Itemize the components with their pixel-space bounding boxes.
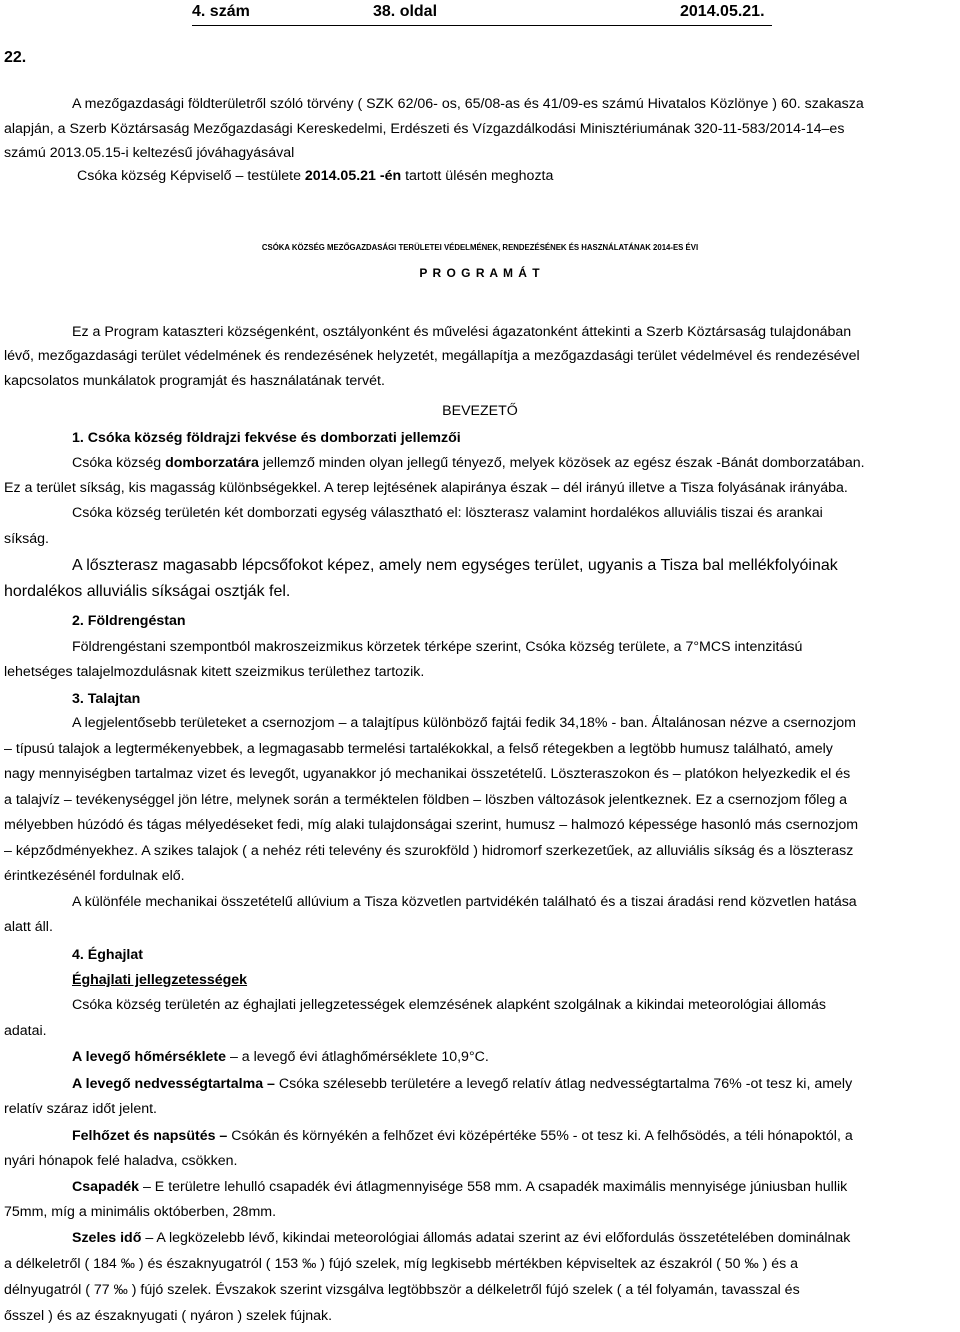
header-underline [192, 25, 772, 26]
humidity-line [72, 1074, 852, 1094]
text: jellemző minden olyan jellegű tényező, melyek közösek az egész észak -Bánát domborzatában. [258, 455, 865, 471]
temperature-line [72, 1047, 489, 1067]
document-title-program: P R O G R A M Á T [419, 266, 541, 280]
section-3-p2-line-2: alatt áll. [4, 919, 53, 935]
section-3-line-4: a talajvíz – tevékenységgel jön létre, melynek során a terméktelen földben – löszben változások jelentkeznek. Ez a csernozjom főleg a [4, 792, 848, 808]
section-4-p1-line-2: adatai. [4, 1023, 47, 1039]
intro-line-2: lévő, mezőgazdasági terület védelmének és rendezésének helyzetét, megállapítja a mezőgazdasági terület védelmével és rendezésével [4, 348, 860, 364]
temperature-label: A levegő hőmérséklete [72, 1049, 227, 1065]
cloud-line-2: nyári hónapok felé haladva, csökken. [4, 1153, 238, 1169]
section-4-heading: 4. Éghajlat [72, 947, 143, 963]
session-date: 2014.05.21 -én [304, 168, 402, 184]
temperature-text: – a levegő évi átlaghőmérséklete 10,9°C. [226, 1049, 489, 1065]
section-3-line-3: nagy mennyiségben tartalmaz vizet és levegőt, ugyanakkor jó mechanikai összetételű. Löszteraszokon és – platókon helyezkedik el és [4, 766, 851, 782]
section-2-line-1: Földrengéstani szempontból makroszeizmikus körzetek térképe szerint, Csóka község területe, a 7°MCS intenzitású [72, 639, 803, 655]
section-1-p2-line-1: Csóka község területén két domborzati egység választható el: löszterasz valamint hordalékos alluviális tiszai és arankai [72, 505, 823, 521]
section-3-line-2: – típusú talajok a legtermékenyebbek, a legmagasabb termelési tartalékokkal, a felső rétegekben a legtöbb humusz található, amely [4, 741, 833, 757]
preamble-line-4 [77, 166, 553, 186]
section-2-heading: 2. Földrengéstan [72, 613, 186, 629]
section-3-heading: 3. Talajtan [72, 691, 141, 707]
precipitation-line-2: 75mm, míg a minimális októberben, 28mm. [4, 1204, 277, 1220]
approval-date: számú 2013.05.15- [4, 145, 126, 161]
approval-text: i keltezésű jóváhagyásával [125, 145, 295, 161]
wind-line [72, 1228, 850, 1248]
document-title: CSÓKA KÖZSÉG MEZŐGAZDASÁGI TERÜLETEI VÉDELMÉNEK, RENDEZÉSÉNEK ÉS HASZNÁLATÁNAK 2014-ES ÉVI [261, 243, 699, 252]
text: Csóka község [72, 455, 166, 471]
humidity-line-2: relatív száraz időt jelent. [4, 1101, 157, 1117]
precipitation-line [72, 1177, 847, 1197]
section-4-p1-line-1: Csóka község területén az éghajlati jellegzetességek elemzésének alapként szolgálnak a kikindai meteorológiai állomás [72, 997, 826, 1013]
intro-heading: BEVEZETŐ [442, 403, 518, 419]
intro-line-1: Ez a Program kataszteri községenként, osztályonként és művelési ágazatonként áttekinti a Szerb Köztársaság tulajdonában [72, 324, 852, 340]
header-date: 2014.05.21. [680, 3, 765, 20]
council-name: Csóka község Képviselő – testülete [77, 168, 305, 184]
page-number: 38. oldal [373, 3, 438, 20]
section-3-line-7: érintkezésénél fordulnak elő. [4, 868, 185, 884]
section-1-p2-line-2: síkság. [4, 531, 49, 547]
preamble-line-2: alapján, a Szerb Köztársaság Mezőgazdasági Kereskedelmi, Erdészeti és Vízgazdálkodási Minisztériumának 320-11-583/2014-14–es [4, 121, 845, 137]
issue-number: 4. szám [192, 3, 250, 20]
section-1-p1-line-1 [72, 453, 865, 473]
section-1-p3-line-1: A lőszterasz magasabb lépcsőfokot képez, amely nem egységes terület, ugyanis a Tisza bal mellékfolyóinak [72, 557, 838, 574]
precipitation-text: – E területre lehulló csapadék évi átlagmennyisége 558 mm. A csapadék maximális mennyisége júniusban hullik [139, 1179, 848, 1195]
wind-text: – A legközelebb lévő, kikindai meteorológiai állomás adatai szerint az évi előfordulás összetételében dominálnak [141, 1230, 851, 1246]
wind-label: Szeles idő [72, 1230, 142, 1246]
text-bold: domborzatára [165, 455, 259, 471]
section-4-subheading: Éghajlati jellegzetességek [72, 972, 248, 988]
wind-line-4: ősszel ) és az északnyugati ( nyáron ) szelek fújnak. [4, 1308, 333, 1324]
preamble-line-1: A mezőgazdasági földterületről szóló törvény ( SZK 62/06- os, 65/08-as és 41/09-es számú Hivatalos Közlönye ) 60. szakasza [72, 96, 864, 112]
section-1-p1-line-2: Ez a terület síkság, kis magasság különbségekkel. A terep lejtésének alapiránya észak – dél irányú illetve a Tisza folyásának irányába. [4, 480, 848, 496]
wind-line-2: a délkeletről ( 184 ‰ ) és északnyugatról ( 153 ‰ ) fújó szelek, míg legkisebb mértékben képviseltek az északról ( 50 ‰ ) és a [4, 1256, 799, 1272]
section-3-line-6: – képződményekhez. A szikes talajok ( a nehéz réti televény és szurokföld ) hidromorf szerkezetűek, az alluviális síkság és a löszterasz [4, 843, 854, 859]
humidity-text: Csóka szélesebb területére a levegő relatív átlag nedvességtartalma 76% -ot tesz ki, amely [274, 1076, 853, 1092]
section-3-line-1: A legjelentősebb területeket a csernozjom – a talajtípus különböző fajtái fedik 34,18% - ban. Általánosan nézve a csernozjom [72, 715, 856, 731]
session-text: tartott ülésén meghozta [401, 168, 554, 184]
section-1-p3-line-2: hordalékos alluviális síkságai osztják fel. [4, 583, 291, 600]
humidity-label: A levegő nedvességtartalma – [72, 1076, 275, 1092]
cloud-line [72, 1126, 853, 1146]
cloud-label: Felhőzet és napsütés – [72, 1128, 228, 1144]
section-3-line-5: mélyebben húzódó és tágas mélyedéseket fedi, míg alaki tulajdonságai szerint, humusz – halmozó képessége hasonló más csernozjom [4, 817, 859, 833]
section-3-p2-line-1: A különféle mechanikai összetételű allúvium a Tisza közvetlen partvidékén található és a tiszai áradási rend közvetlen hatása [72, 894, 857, 910]
precipitation-label: Csapadék [72, 1179, 140, 1195]
intro-line-3: kapcsolatos munkálatok programját és használatának tervét. [4, 373, 385, 389]
cloud-text: Csókán és környékén a felhőzet évi középértéke 55% - ot tesz ki. A felhősödés, a téli hónapoktól, a [227, 1128, 853, 1144]
section-2-line-2: lehetséges talajelmozdulásnak kitett szeizmikus területhez tartozik. [4, 664, 425, 680]
wind-line-3: délnyugatról ( 77 ‰ ) fújó szelek. Évszakok szerint vizsgálva legtöbbször a délkeletről fújó szelek ( a tél folyamán, tavasszal és [4, 1282, 800, 1298]
section-1-heading: 1. Csóka község földrajzi fekvése és domborzati jellemzői [72, 430, 461, 446]
preamble-line-3 [4, 143, 294, 163]
item-number: 22. [4, 49, 27, 66]
